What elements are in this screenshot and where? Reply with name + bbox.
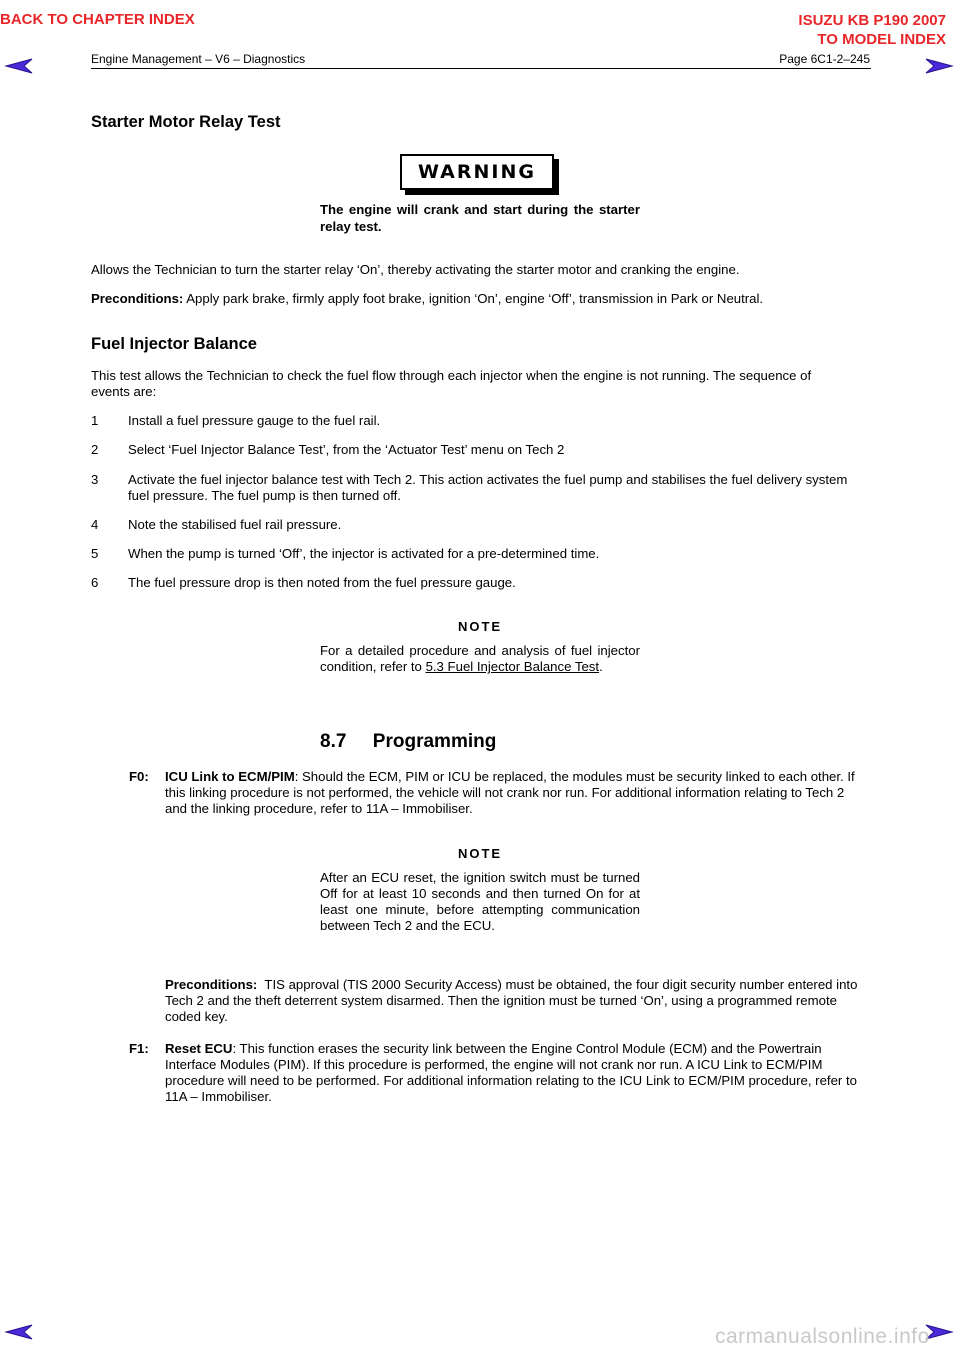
next-page-arrow-icon[interactable] <box>924 58 954 74</box>
programming-preconditions-label: Preconditions: <box>165 977 258 992</box>
step-text: Note the stabilised fuel rail pressure. <box>128 517 342 532</box>
previous-page-arrow-bottom-icon[interactable] <box>4 1324 34 1340</box>
note-heading: NOTE <box>457 619 503 634</box>
step-number: 4 <box>91 517 99 532</box>
f0-title: ICU Link to ECM/PIM <box>165 769 295 784</box>
fuel-injector-balance-test-link[interactable]: 5.3 Fuel Injector Balance Test <box>425 659 600 674</box>
f1-text: : This function erases the security link between the Engine Control Module (ECM) and the Powertrain Interface Modules (PIM). If this procedure is performed, the engine will not crank nor run. A ICU Link to ECM/PIM procedure will need to be performed. For additional information relating to the ICU Link to ECM/PIM procedure, refer to 11A – Immobiliser. <box>165 1041 857 1104</box>
header-section-title: Engine Management – V6 – Diagnostics <box>91 52 306 66</box>
model-title: ISUZU KB P190 2007 <box>798 12 946 29</box>
f0-label: F0: <box>129 769 149 784</box>
f1-item <box>129 1041 859 1105</box>
step-number: 2 <box>91 442 99 457</box>
step-text: The fuel pressure drop is then noted from the fuel pressure gauge. <box>128 575 516 590</box>
step-text: Select ‘Fuel Injector Balance Test’, from the ‘Actuator Test’ menu on Tech 2 <box>128 442 565 457</box>
note-end: . <box>599 659 603 674</box>
step-text: Install a fuel pressure gauge to the fuel rail. <box>128 413 381 428</box>
f1-label: F1: <box>129 1041 149 1056</box>
programming-note-text: After an ECU reset, the ignition switch must be turned Off for at least 10 seconds and then turned On for at least one minute, before attempting communication between Tech 2 and the ECU. <box>320 870 640 933</box>
warning-badge: WARNING <box>400 154 554 190</box>
preconditions-label: Preconditions: <box>91 291 184 306</box>
warning-text: The engine will crank and start during the starter relay test. <box>320 202 640 234</box>
f0-item <box>129 769 859 817</box>
model-index-link[interactable] <box>798 11 946 49</box>
previous-page-arrow-icon[interactable] <box>4 58 34 74</box>
starter-relay-heading: Starter Motor Relay Test <box>91 113 281 131</box>
back-to-chapter-index-link[interactable]: BACK TO CHAPTER INDEX <box>0 11 195 28</box>
step-number: 5 <box>91 546 99 561</box>
programming-note-heading: NOTE <box>457 846 503 861</box>
injector-intro: This test allows the Technician to check the fuel flow through each injector when the engine is not running. The sequence of events are: <box>91 368 812 399</box>
note-text: For a detailed procedure and analysis of fuel injector condition, refer to <box>320 643 640 674</box>
f0-text: : Should the ECM, PIM or ICU be replaced, the modules must be security linked to each other. If this linking procedure is not performed, the vehicle will not crank nor run. For additional information relating to Tech 2 and the linking procedure, refer to 11A – Immobiliser. <box>165 769 855 816</box>
step-number: 1 <box>91 413 99 428</box>
step-number: 3 <box>91 472 99 487</box>
header-page-number: Page 6C1-2–245 <box>779 52 870 66</box>
fuel-injector-heading: Fuel Injector Balance <box>91 335 257 353</box>
step-text: Activate the fuel injector balance test with Tech 2. This action activates the fuel pump and stabilises the fuel delivery system fuel pressure. The fuel pump is then turned off. <box>128 472 848 503</box>
starter-description: Allows the Technician to turn the starter relay ‘On’, thereby activating the starter motor and cranking the engine. <box>91 262 740 277</box>
step-text: When the pump is turned ‘Off’, the injector is activated for a pre-determined time. <box>128 546 600 561</box>
step-number: 6 <box>91 575 99 590</box>
starter-preconditions <box>91 291 871 307</box>
programming-preconditions <box>165 977 860 1025</box>
programming-heading: 8.7 Programming <box>320 731 497 752</box>
site-watermark: carmanualsonline.info <box>715 1325 930 1348</box>
model-index-label: TO MODEL INDEX <box>817 31 946 48</box>
preconditions-text: Apply park brake, firmly apply foot brake, ignition ‘On’, engine ‘Off’, transmission in Park or Neutral. <box>183 291 764 306</box>
f1-title: Reset ECU <box>165 1041 233 1056</box>
injector-note <box>320 643 640 675</box>
programming-preconditions-text: TIS approval (TIS 2000 Security Access) must be obtained, the four digit security number entered into Tech 2 and the theft deterrent system disarmed. Then the ignition must be turned ‘On’, using a programmed remote coded key. <box>165 977 861 1024</box>
header-rule <box>91 68 871 69</box>
